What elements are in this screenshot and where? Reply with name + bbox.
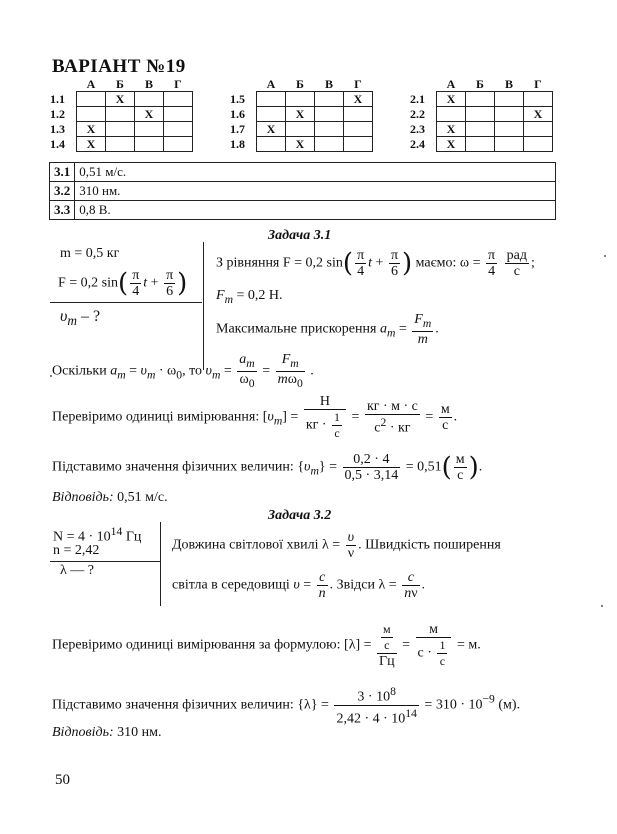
substitution-3-1: Підставимо значення фізичних величин: $\{\upsilon_m\}$ = $\frac{0,2 \cdot 4}{0,5 \cdot 3,14}$ = 0,51( $\frac{м}{с}$ ).: [52, 452, 483, 483]
given-force: F = 0,2 sin( $\frac{\pi}{4}$ t + $\frac{\pi}{6}$ ): [58, 268, 188, 299]
grid-cell: [286, 92, 315, 107]
col-header: Г: [354, 77, 362, 91]
grid-cell: X: [524, 107, 553, 122]
grid-cell: X: [286, 107, 315, 122]
grid-cell: [106, 137, 135, 152]
col-header: Б: [116, 77, 124, 91]
table-row: [50, 201, 556, 220]
col-header: А: [266, 77, 276, 91]
given-frequency: $N = 4 \cdot 10^{14}$ Гц: [53, 525, 142, 545]
grid-cell: [135, 137, 164, 152]
grid-cell: X: [437, 92, 466, 107]
grid-cell: X: [77, 122, 106, 137]
row-label: 1.1: [50, 92, 65, 106]
grid-cell: [344, 122, 373, 137]
grid-cell: [164, 107, 193, 122]
answers-table: [49, 162, 556, 220]
grid-cell: [437, 107, 466, 122]
grid-cell: [466, 137, 495, 152]
answer-3-2: Відповідь: 310 нм.: [52, 725, 162, 740]
equation-line: З рівняння F = 0,2 sin( $\frac{\pi}{4}$ t + $\frac{\pi}{6}$ ) маємо: ω = $\frac{\pi}{4}$ $\frac{\text{рад}}{с}$ ;: [216, 248, 535, 279]
grid-cell: X: [135, 107, 164, 122]
row-label: 2.1: [410, 92, 425, 106]
medium-line: світла в середовищі υ = $\frac{c}{n}$ . Звідси λ = $\frac{c}{n\nu}$ .: [172, 570, 426, 601]
grid-cell: [164, 92, 193, 107]
col-header: Б: [296, 77, 304, 91]
grid-cell: X: [437, 122, 466, 137]
grid-cell: [315, 92, 344, 107]
row-label: 1.2: [50, 107, 65, 121]
row-label: 1.5: [230, 92, 245, 106]
answer-grid-3: [410, 77, 553, 152]
grid-cell: [164, 137, 193, 152]
grid-cell: X: [77, 137, 106, 152]
table-row: [50, 182, 556, 201]
row-label: 1.3: [50, 122, 65, 136]
grid-cell: [344, 137, 373, 152]
grid-cell: [495, 137, 524, 152]
grid-cell: [106, 122, 135, 137]
grid-cell: X: [257, 122, 286, 137]
grid-cell: [164, 122, 193, 137]
substitution-3-2: Підставимо значення фізичних величин: {λ} = $\frac{3 \cdot 10^8}{2,42 \cdot 4 \cdot 10^{14}}$ = $310 \cdot 10^{-9}$ (м).: [52, 685, 521, 727]
answer-grid-1: [50, 77, 193, 152]
answer-value: 0,51 м/с.: [75, 163, 556, 182]
given-separator-2: [160, 522, 161, 606]
given-separator: [203, 242, 204, 370]
grid-cell: X: [286, 137, 315, 152]
grid-cell: [344, 107, 373, 122]
grid-cell: [257, 137, 286, 152]
answer-value: 310 нм.: [75, 182, 556, 201]
given-index: n = 2,42: [53, 543, 100, 558]
answer-key: 3.3: [50, 201, 75, 220]
grid-cell: X: [437, 137, 466, 152]
grid-cell: [77, 107, 106, 122]
grid-cell: [466, 107, 495, 122]
col-header: Б: [476, 77, 484, 91]
answer-value: 0,8 В.: [75, 201, 556, 220]
grid-cell: [77, 92, 106, 107]
grid-cell: [524, 122, 553, 137]
grid-cell: [315, 122, 344, 137]
task-3-1-heading: Задача 3.1: [268, 228, 332, 243]
row-label: 2.2: [410, 107, 425, 121]
grid-cell: [466, 122, 495, 137]
row-label: 2.4: [410, 137, 425, 151]
grid-cell: [495, 107, 524, 122]
find-velocity: $\upsilon_m$ – ?: [60, 308, 101, 329]
grid-cell: X: [344, 92, 373, 107]
grid-cell: [135, 92, 164, 107]
grid-cell: [466, 92, 495, 107]
col-header: А: [446, 77, 456, 91]
scan-speck: [601, 605, 603, 607]
since-line: Оскільки $a_m = \upsilon_m \cdot \omega_0$, то $\upsilon_m$ = $\frac{a_m}{\omega_0}$ = $\frac{F_m}{m\omega_0}$ .: [52, 352, 314, 390]
given-divider: [50, 302, 202, 303]
units-check-3-1: Перевіримо одиниці вимірювання: $[\upsilon_m]$ = Н кг · $\frac{1}{с}$ = $\frac{кг \cdot м \cdot с}{с^2 \cdot кг}$ = $\frac{м}{с}$ .: [52, 394, 458, 440]
grid-cell: [257, 107, 286, 122]
scan-speck: [604, 255, 606, 257]
scan-speck: [50, 375, 52, 377]
col-header: Г: [534, 77, 542, 91]
accel-line: Максимальне прискорення $a_m$ = $\frac{F_m}{m}$ .: [216, 312, 439, 347]
answer-grid-2: [230, 77, 373, 152]
grid-cell: [524, 137, 553, 152]
grid-cell: [106, 107, 135, 122]
row-label: 1.4: [50, 137, 65, 151]
grid-cell: [495, 122, 524, 137]
given-divider-2: [50, 561, 160, 562]
row-label: 1.8: [230, 137, 245, 151]
grid-cell: [135, 122, 164, 137]
table-row: [50, 163, 556, 182]
col-header: В: [504, 77, 513, 91]
grid-cell: [315, 137, 344, 152]
fm-line: $F_m = 0,2$ Н.: [216, 288, 283, 306]
grid-cell: [286, 122, 315, 137]
given-mass: m = 0,5 кг: [60, 246, 120, 261]
answer-key: 3.1: [50, 163, 75, 182]
grid-cell: [257, 92, 286, 107]
units-check-3-2: Перевіримо одиниці вимірювання за формулою: [λ] = $\frac{\frac{м}{с}}{Гц}$ = м с · $\frac{1}{с}$ = м.: [52, 622, 481, 669]
page-number: 50: [55, 772, 70, 788]
grid-cell: [524, 92, 553, 107]
row-label: 2.3: [410, 122, 425, 136]
col-header: В: [324, 77, 333, 91]
answer-3-1: Відповідь: 0,51 м/с.: [52, 490, 168, 505]
row-label: 1.7: [230, 122, 245, 136]
grid-cell: X: [106, 92, 135, 107]
row-label: 1.6: [230, 107, 245, 121]
answer-key: 3.2: [50, 182, 75, 201]
task-3-2-heading: Задача 3.2: [268, 508, 332, 523]
grid-cell: [315, 107, 344, 122]
find-lambda: λ — ?: [60, 563, 95, 578]
wave-line: Довжина світлової хвилі λ = $\frac{\upsilon}{\nu}$ . Швидкість поширення: [172, 530, 501, 561]
page-title: ВАРІАНТ №19: [52, 56, 186, 77]
grid-cell: [495, 92, 524, 107]
col-header: А: [86, 77, 96, 91]
col-header: Г: [174, 77, 182, 91]
col-header: В: [144, 77, 153, 91]
